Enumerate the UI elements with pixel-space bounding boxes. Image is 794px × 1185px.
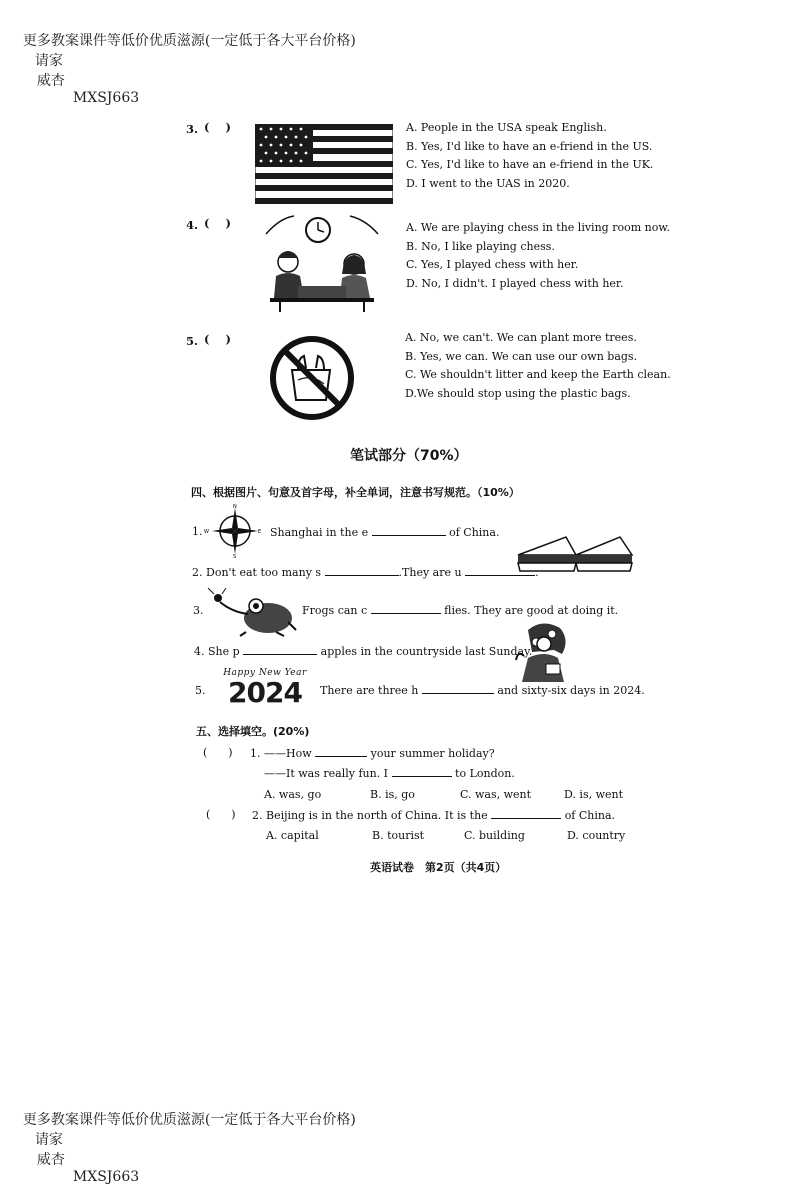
s4-item2-after: . (535, 566, 539, 579)
section4-heading: 四、根据图片、句意及首字母，补全单词，注意书写规范。（10%） (191, 486, 520, 499)
s4-item4-sentence (194, 644, 532, 658)
s4-item2-blank-2[interactable] (465, 565, 535, 576)
s5-q1-line2-before: ——It was really fun. I (264, 767, 389, 780)
compass-rose-image (204, 504, 262, 558)
new-year-caption: Happy New Year (223, 668, 307, 678)
q4-options (406, 219, 670, 293)
happy-new-year-2024-image (220, 668, 310, 712)
s5-q2-option-c[interactable]: C. building (464, 829, 525, 842)
q3-option-c[interactable]: C. Yes, I'd like to have an e-friend in the UK. (406, 158, 654, 171)
q3-option-b[interactable]: B. Yes, I'd like to have an e-friend in the US. (406, 139, 653, 153)
q5-number: 5. (186, 334, 199, 348)
contact-name-bottom: 威杏 (36, 1152, 65, 1168)
s5-q1-line1-before: ——How (264, 747, 312, 760)
s4-item2-blank-1[interactable] (325, 565, 399, 576)
s5-q2-number: 2. (252, 809, 263, 822)
s5-q1-line2 (264, 766, 515, 780)
q4-number: 4. (186, 218, 199, 232)
q4-option-a[interactable]: A. We are playing chess in the living room now. (406, 221, 670, 234)
q4-answer-paren[interactable]: ( ) (204, 216, 231, 230)
q5-options (405, 329, 671, 403)
s5-q1-option-a[interactable]: A. was, go (264, 788, 322, 801)
s4-item3-sentence (302, 603, 618, 617)
q3-answer-paren[interactable]: ( ) (204, 120, 231, 134)
q4-option-c[interactable]: C. Yes, I played chess with her. (406, 258, 579, 271)
s5-q2-before: Beijing is in the north of China. It is the (266, 809, 488, 822)
s5-q1-number: 1. (250, 747, 261, 760)
q4-option-b[interactable]: B. No, I like playing chess. (406, 239, 555, 253)
q4-option-d[interactable]: D. No, I didn't. I played chess with her. (406, 276, 624, 290)
written-part-title: 笔试部分（70%） (350, 448, 468, 464)
s4-item5-blank[interactable] (422, 683, 494, 694)
s4-item2-middle: .They are u (398, 566, 462, 579)
s4-item1-before: Shanghai in the e (270, 526, 369, 539)
usa-flag-image (255, 124, 393, 204)
s4-item3-after: flies. They are good at doing it. (444, 604, 619, 617)
s5-q1-line1-after: your summer holiday? (370, 747, 495, 760)
s4-item3-blank[interactable] (371, 603, 441, 614)
s4-item4-after: apples in the countryside last Sunday. (320, 645, 533, 658)
s5-q2-option-d[interactable]: D. country (567, 829, 626, 842)
s5-q2-option-a[interactable]: A. capital (266, 829, 319, 842)
contact-label-bottom: 请家 (34, 1132, 63, 1148)
s5-q1-option-b[interactable]: B. is, go (370, 788, 415, 801)
compass-n-label: N (233, 504, 237, 510)
s4-item1-number: 1. (192, 525, 203, 538)
s4-item2-sentence (192, 565, 539, 579)
q5-option-b[interactable]: B. Yes, we can. We can use our own bags. (405, 349, 638, 363)
header-code-bottom: MXSJ663 (72, 1169, 140, 1185)
section5-heading: 五、选择填空。(20%) (196, 725, 310, 738)
q3-options (406, 119, 653, 193)
q5-answer-paren[interactable]: ( ) (204, 332, 231, 346)
s4-item4-blank[interactable] (243, 644, 317, 655)
promo-text: 更多教案课件等低价优质滋源(一定低于各大平台价格) (22, 33, 356, 49)
s5-q1-line1 (250, 746, 495, 760)
s5-q2-stem (252, 808, 615, 822)
compass-e-label: E (258, 529, 262, 535)
s5-q1-option-c[interactable]: C. was, went (460, 788, 532, 801)
s4-item4-number: 4. (194, 645, 205, 658)
s4-item5-before: There are three h (320, 684, 419, 697)
s4-item3-number: 3. (193, 604, 204, 617)
compass-w-label: W (204, 529, 209, 535)
s4-item1-after: of China. (449, 526, 500, 539)
year-2024-text: 2024 (228, 676, 302, 709)
kids-playing-chess-image (262, 212, 382, 318)
q3-option-a[interactable]: A. People in the USA speak English. (406, 121, 607, 134)
q3-number: 3. (186, 122, 199, 136)
header-code: MXSJ663 (72, 90, 140, 106)
s4-item5-sentence (320, 683, 645, 697)
s4-item1-blank[interactable] (372, 525, 446, 536)
frog-catching-fly-image (206, 588, 298, 638)
s4-item4-before: She p (208, 645, 240, 658)
girl-picking-apples-image (514, 620, 570, 682)
compass-s-label: S (233, 554, 237, 558)
s5-q1-line2-after: to London. (455, 767, 515, 780)
s4-item3-before: Frogs can c (302, 604, 368, 617)
s5-q2-answer-paren[interactable]: ( ) (206, 808, 236, 821)
s4-item2-number: 2. (192, 566, 203, 579)
promo-text-bottom: 更多教案课件等低价优质滋源(一定低于各大平台价格) (22, 1112, 356, 1128)
s5-q2-blank[interactable] (491, 808, 561, 819)
contact-label: 请家 (34, 53, 63, 69)
s5-q2-after: of China. (564, 809, 616, 822)
s4-item5-number: 5. (195, 684, 206, 697)
contact-name: 威杏 (36, 73, 65, 89)
s4-item1-sentence (270, 525, 499, 539)
s5-q1-blank-2[interactable] (392, 766, 452, 777)
s5-q1-answer-paren[interactable]: ( ) (203, 746, 233, 759)
s5-q2-option-b[interactable]: B. tourist (372, 829, 425, 842)
s5-q1-blank-1[interactable] (315, 746, 367, 757)
bottom-header (14, 1093, 356, 1185)
no-plastic-bag-sign-image (268, 334, 356, 422)
q5-option-a[interactable]: A. No, we can't. We can plant more trees. (405, 331, 637, 344)
q3-option-d[interactable]: D. I went to the UAS in 2020. (406, 176, 570, 190)
s4-item2-before: Don't eat too many s (206, 566, 322, 579)
s5-q1-option-d[interactable]: D. is, went (564, 788, 624, 801)
q5-option-c[interactable]: C. We shouldn't litter and keep the Earth clean. (405, 368, 671, 381)
q5-option-d[interactable]: D.We should stop using the plastic bags. (405, 386, 631, 400)
page-footer: 英语试卷 第2页（共4页） (370, 861, 507, 874)
s4-item5-after: and sixty-six days in 2024. (497, 684, 645, 697)
top-header (14, 14, 356, 106)
